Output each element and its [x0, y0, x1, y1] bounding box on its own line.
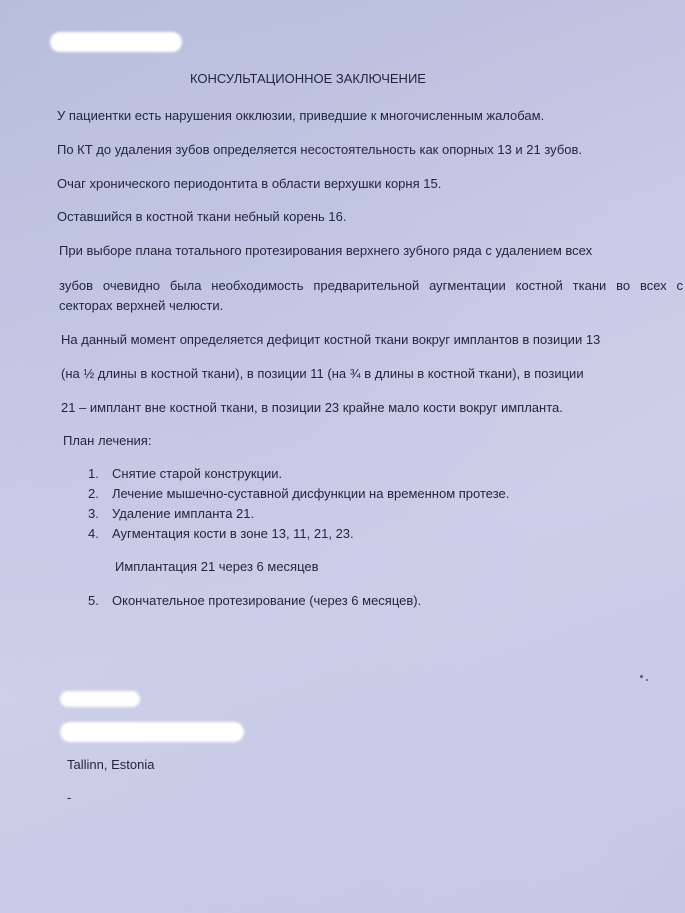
paragraph-position-21-23: 21 – имплант вне костной ткани, в позиции 23 крайне мало кости вокруг импланта.: [61, 400, 563, 415]
paragraph-palatal-root: Оставшийся в костной ткани небный корень 16.: [57, 209, 347, 224]
redacted-signature: [60, 691, 140, 707]
paper-speck: [646, 679, 648, 681]
redacted-header: [50, 32, 182, 52]
plan-item-number: 3.: [88, 506, 99, 521]
page-mark: -: [67, 790, 72, 805]
paragraph-upper-jaw: секторах верхней челюсти.: [59, 298, 224, 313]
plan-item-number: 2.: [88, 486, 99, 501]
plan-item-number: 1.: [88, 466, 99, 481]
paragraph-periodontitis: Очаг хронического периодонтита в области верхушки корня 15.: [57, 176, 442, 191]
paragraph-complaints: У пациентки есть нарушения окклюзии, приведшие к многочисленным жалобам.: [57, 108, 545, 123]
paragraph-position-11: (на ½ длины в костной ткани), в позиции 11 (на ¾ в длины в костной ткани), в позиции: [61, 366, 584, 381]
plan-item-number: 4.: [88, 526, 99, 541]
location: Tallinn, Estonia: [67, 757, 155, 772]
plan-item-text: Лечение мышечно-суставной дисфункции на временном протезе.: [112, 486, 510, 501]
plan-item-number: 5.: [88, 593, 99, 608]
paragraph-plan-choice: При выборе плана тотального протезирования верхнего зубного ряда с удалением всех: [59, 243, 593, 258]
plan-note: Имплантация 21 через 6 месяцев: [115, 559, 319, 574]
document-title: КОНСУЛЬТАЦИОННОЕ ЗАКЛЮЧЕНИЕ: [190, 71, 426, 86]
paragraph-augmentation-need: зубов очевидно была необходимость предварительной аугментации костной ткани во всех с: [59, 278, 683, 293]
paragraph-bone-deficit: На данный момент определяется дефицит костной ткани вокруг имплантов в позиции 13: [61, 332, 601, 347]
paragraph-ct-findings: По КТ до удаления зубов определяется несостоятельность как опорных 13 и 21 зубов.: [57, 142, 583, 157]
plan-item-text: Снятие старой конструкции.: [112, 466, 283, 481]
plan-heading: План лечения:: [63, 433, 152, 448]
paper-speck: [640, 675, 643, 678]
plan-item-text: Удаление импланта 21.: [112, 506, 255, 521]
plan-item-text: Аугментация кости в зоне 13, 11, 21, 23.: [112, 526, 354, 541]
plan-item-text: Окончательное протезирование (через 6 месяцев).: [112, 593, 422, 608]
redacted-clinic-name: [60, 722, 244, 742]
